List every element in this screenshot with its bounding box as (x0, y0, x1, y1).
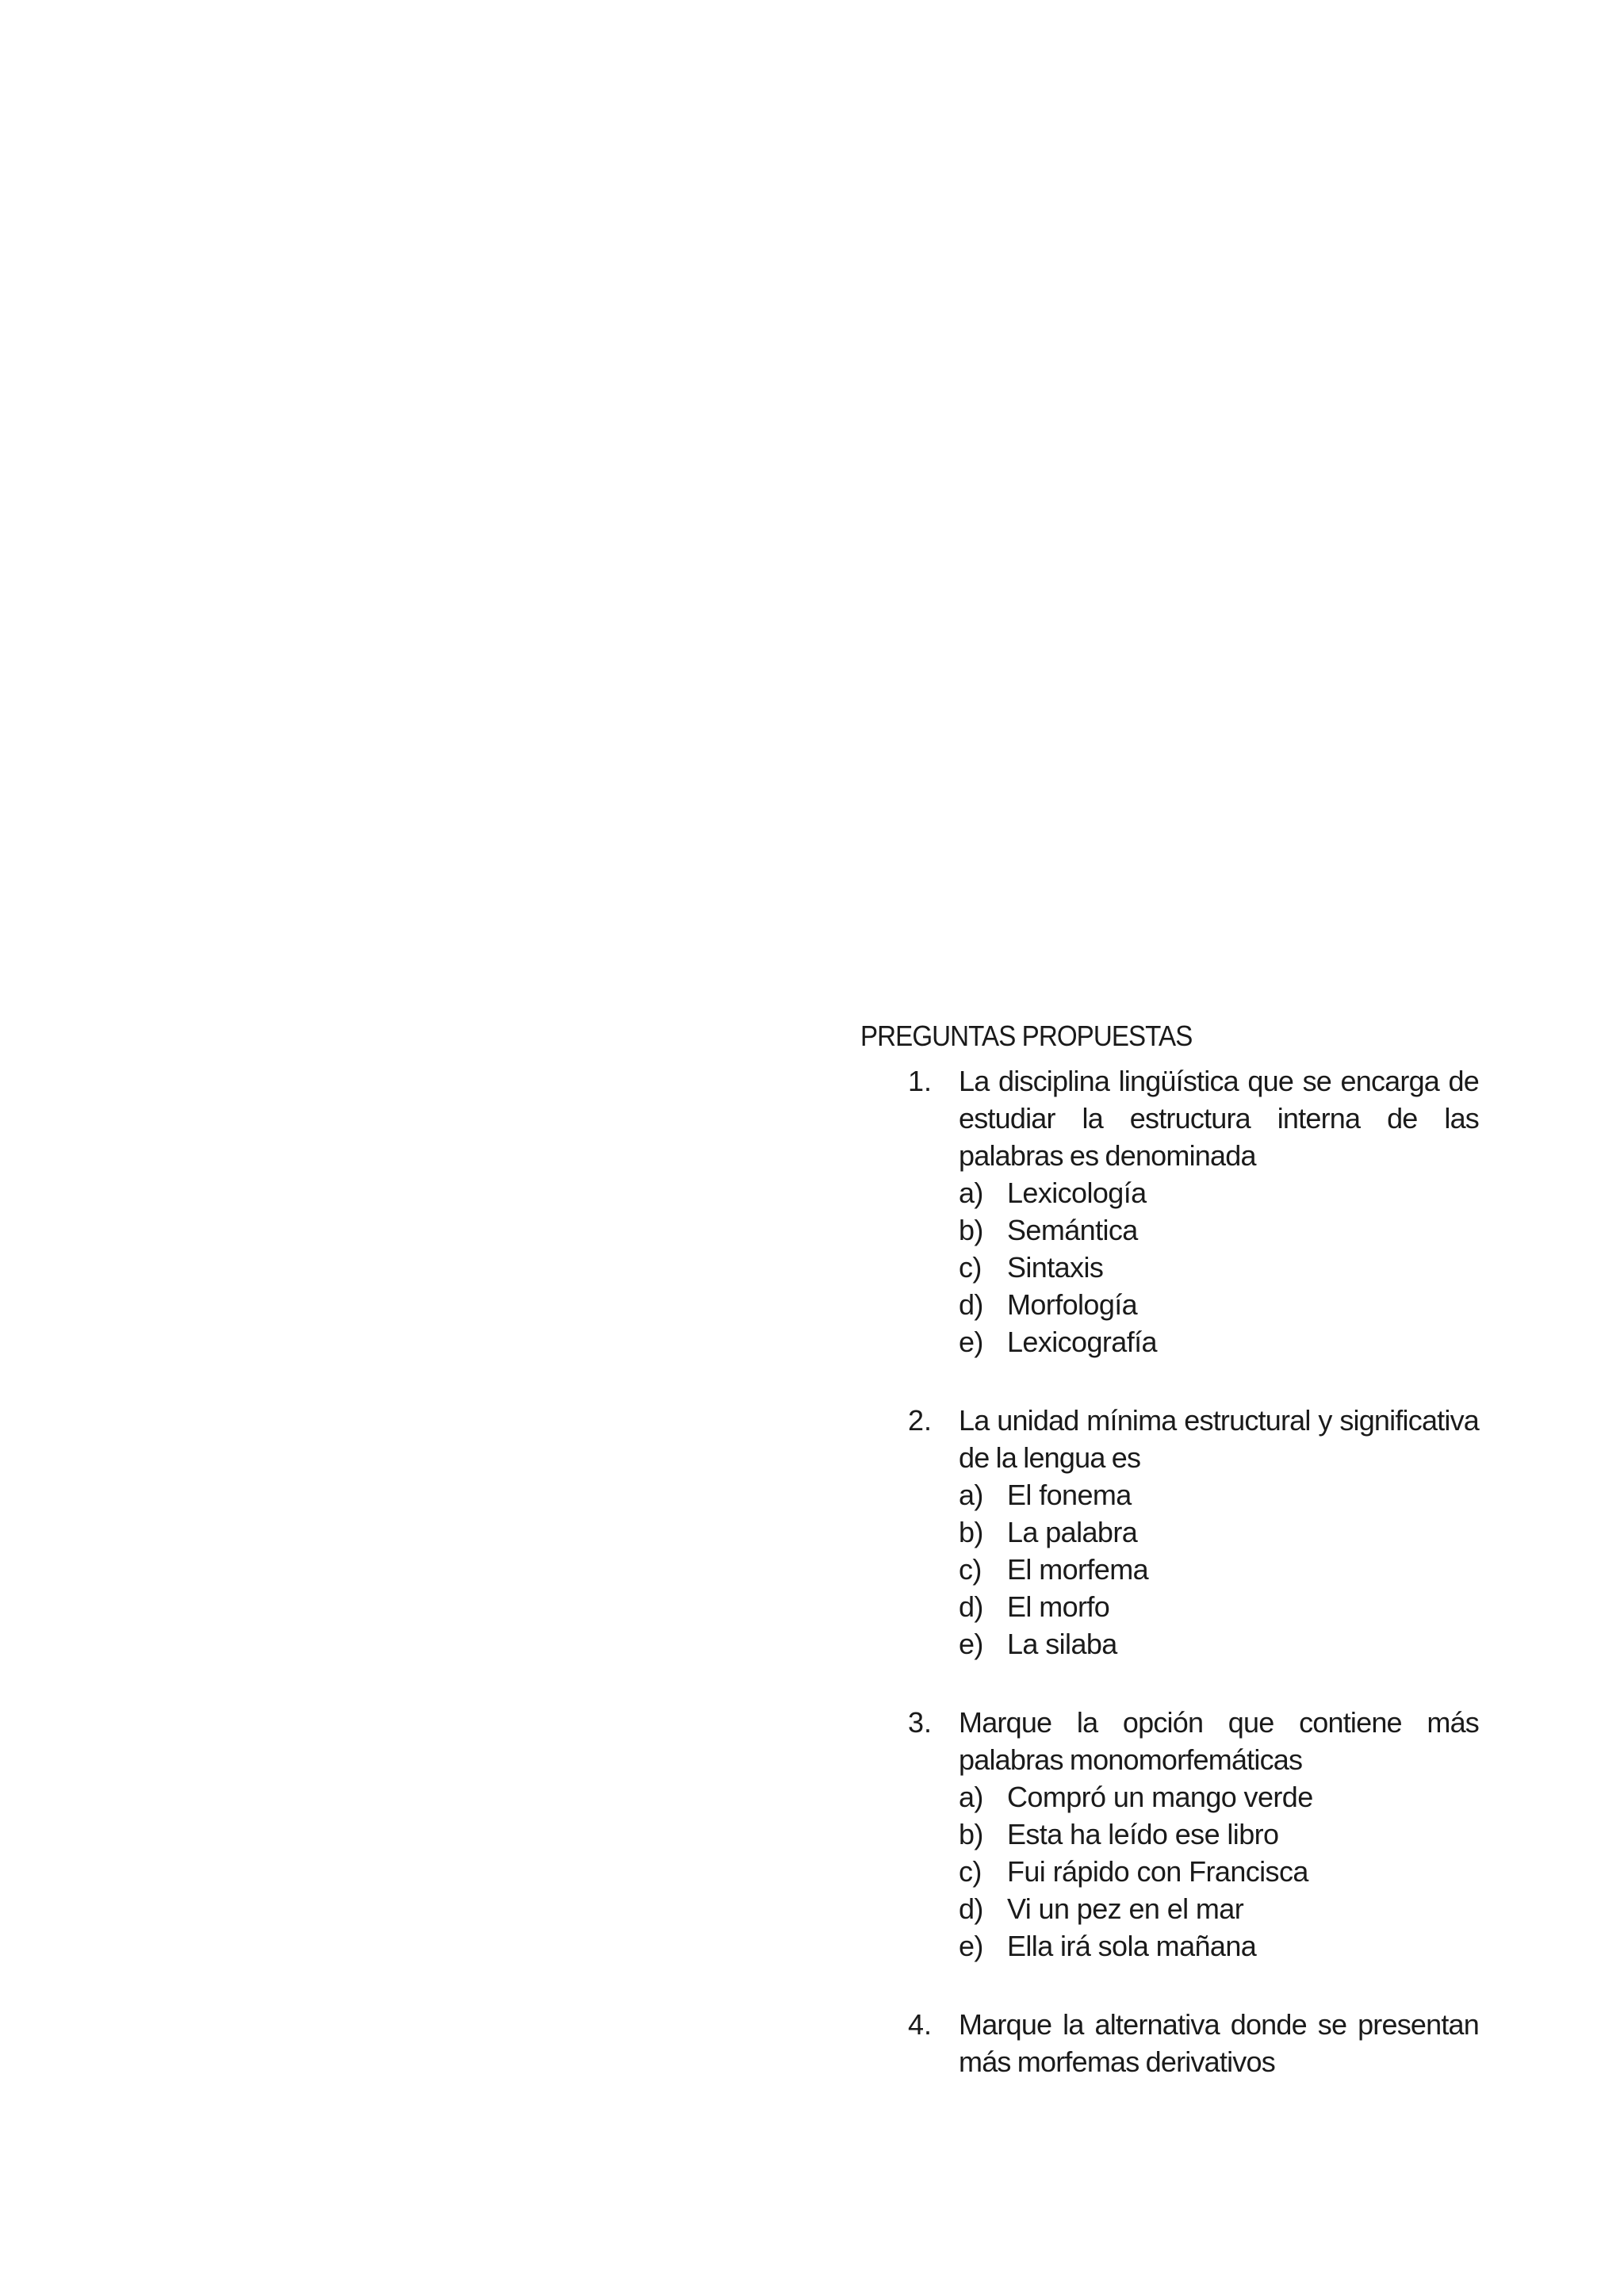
option-letter: d) (959, 1892, 983, 1925)
option-text: El morfo (1007, 1590, 1110, 1623)
option-item (860, 1323, 1479, 1360)
option-item (860, 1890, 1479, 1927)
option-text: Compró un mango verde (1007, 1781, 1313, 1813)
option-list (860, 1476, 1479, 1663)
option-item (860, 1249, 1479, 1286)
option-letter: a) (959, 1479, 983, 1511)
option-item (860, 1927, 1479, 1965)
option-item (860, 1476, 1479, 1513)
option-letter: a) (959, 1177, 983, 1209)
option-text: La silaba (1007, 1628, 1117, 1660)
question-text: La disciplina lingüística que se encarga de estudiar la estructura interna de las palabras es denominada (959, 1065, 1479, 1172)
option-text: Semántica (1007, 1214, 1138, 1246)
option-letter: e) (959, 1628, 983, 1660)
option-text: Sintaxis (1007, 1251, 1104, 1284)
option-text: Morfología (1007, 1288, 1138, 1321)
question-4 (860, 2006, 1479, 2080)
option-list (860, 1174, 1479, 1360)
question-1 (860, 1062, 1479, 1360)
option-item (860, 1625, 1479, 1663)
option-letter: e) (959, 1326, 983, 1358)
option-item (860, 1551, 1479, 1588)
option-text: Fui rápido con Francisca (1007, 1855, 1308, 1888)
question-2 (860, 1402, 1479, 1663)
option-item (860, 1588, 1479, 1625)
option-letter: d) (959, 1288, 983, 1321)
option-text: El morfema (1007, 1553, 1149, 1586)
option-letter: e) (959, 1930, 983, 1962)
option-text: Lexicología (1007, 1177, 1147, 1209)
option-list (860, 1778, 1479, 1965)
question-number: 1. (908, 1065, 933, 1097)
option-letter: b) (959, 1516, 983, 1548)
section-title: PREGUNTAS PROPUESTAS (860, 1020, 1193, 1052)
option-letter: c) (959, 1855, 982, 1888)
question-number: 2. (908, 1404, 933, 1437)
option-item (860, 1174, 1479, 1211)
option-item (860, 1211, 1479, 1249)
question-text: La unidad mínima estructural y significativa de la lengua es (959, 1404, 1479, 1474)
option-letter: a) (959, 1781, 983, 1813)
option-text: Esta ha leído ese libro (1007, 1818, 1279, 1850)
option-letter: b) (959, 1818, 983, 1850)
option-letter: d) (959, 1590, 983, 1623)
option-letter: b) (959, 1214, 983, 1246)
option-text: Lexicografía (1007, 1326, 1157, 1358)
question-3 (860, 1704, 1479, 1965)
option-text: La palabra (1007, 1516, 1138, 1548)
option-item (860, 1778, 1479, 1816)
questions-column (860, 1018, 1479, 2122)
question-text: Marque la alternativa donde se presentan más morfemas derivativos (959, 2008, 1479, 2078)
question-number: 3. (908, 1706, 933, 1739)
option-text: El fonema (1007, 1479, 1132, 1511)
option-text: Ella irá sola mañana (1007, 1930, 1257, 1962)
option-item (860, 1816, 1479, 1853)
option-text: Vi un pez en el mar (1007, 1892, 1244, 1925)
question-number: 4. (908, 2008, 933, 2041)
option-item (860, 1513, 1479, 1551)
option-letter: c) (959, 1251, 982, 1284)
option-item (860, 1286, 1479, 1323)
option-item (860, 1853, 1479, 1890)
option-letter: c) (959, 1553, 982, 1586)
question-text: Marque la opción que contiene más palabras monomorfemáticas (959, 1706, 1479, 1776)
